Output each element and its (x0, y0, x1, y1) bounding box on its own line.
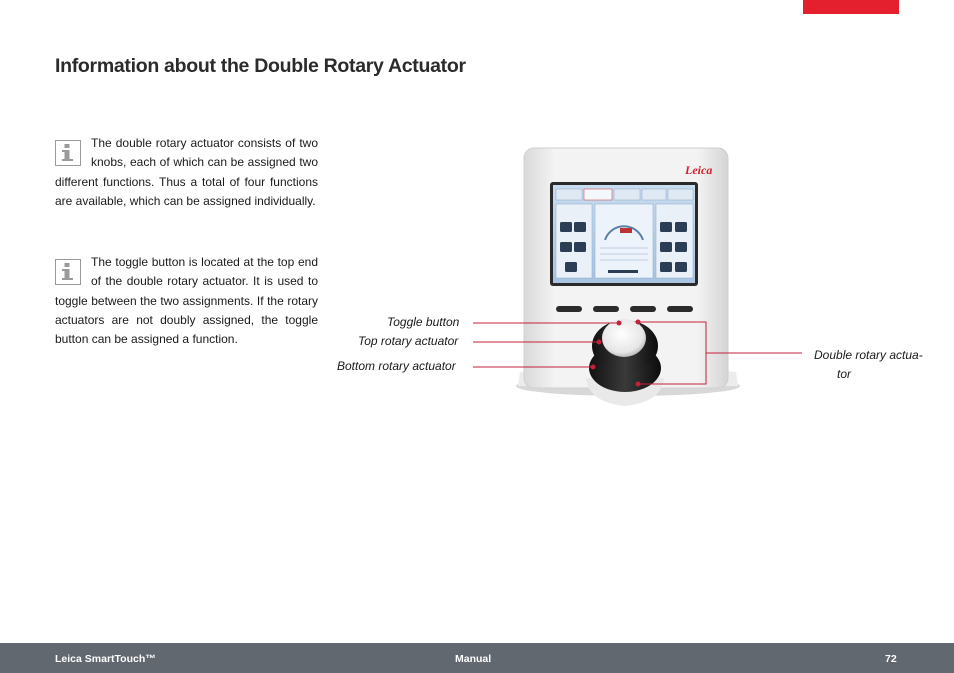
callout-toggle-button: Toggle button (387, 315, 460, 329)
footer-page-number: 72 (885, 653, 897, 665)
page-footer (0, 643, 954, 673)
leica-logo: Leica (685, 163, 713, 177)
info-note-text: The toggle button is located at the top end of the double rotary actuator. It is used to toggle between the two assignments. If the rotary actuators are not doubly assigned, the toggle button can be assigned a function. (55, 255, 318, 347)
info-note-text: The double rotary actuator consists of two knobs, each of which can be assigned two different functions. Thus a total of four functions are available, which can be assigned individually. (55, 136, 318, 208)
callout-double-rotary-actuator (814, 346, 923, 384)
callout-double-line-2: tor (837, 367, 852, 381)
footer-doc-type: Manual (455, 653, 492, 665)
page-title: Information about the Double Rotary Actuator (55, 55, 466, 77)
callout-bottom-rotary-actuator: Bottom rotary actuator (337, 359, 456, 373)
callout-top-rotary-actuator: Top rotary actuator (358, 334, 459, 348)
callout-double-line-1: Double rotary actua- (814, 348, 923, 362)
footer-product-name: Leica SmartTouch™ (55, 653, 156, 665)
